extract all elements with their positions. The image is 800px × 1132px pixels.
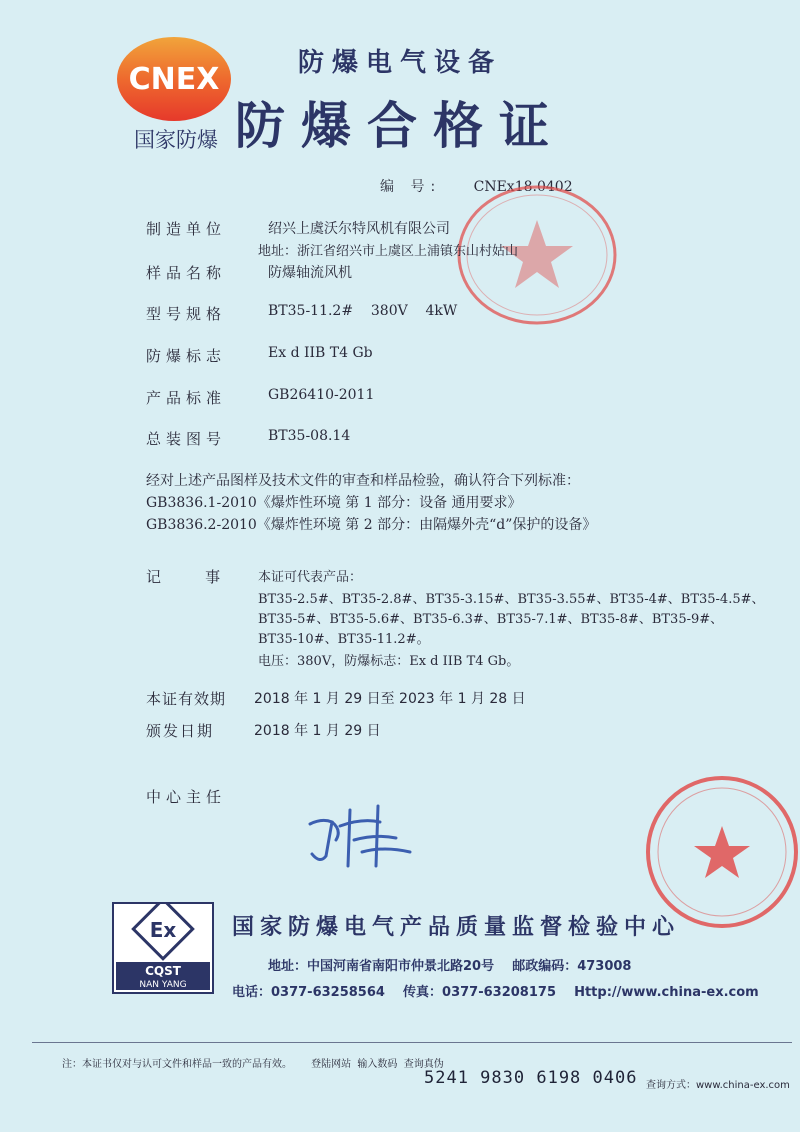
issue-value: 2018 年 1 月 29 日 — [254, 723, 381, 739]
product-label: 样品名称 — [146, 264, 227, 282]
compliance-intro: 经对上述产品图样及技术文件的审查和样品检验，确认符合下列标准： — [146, 473, 580, 489]
notes-line-5: 电压：380V，防爆标志：Ex d IIB T4 Gb。 — [258, 654, 520, 669]
notes-line-2: BT35-2.5#、BT35-2.8#、BT35-3.15#、BT35-3.55#、BT35-4#、BT35-4.5#、 — [258, 592, 765, 607]
cert-number — [380, 176, 573, 196]
cqst-logo-cqst: CQST — [145, 964, 181, 978]
issue-label: 颁发日期 — [146, 722, 215, 740]
notes-line-4: BT35-10#、BT35-11.2#。 — [258, 632, 430, 647]
valid-label: 本证有效期 — [146, 690, 227, 708]
cqst-logo-ex: Ex — [149, 918, 177, 942]
exmark-label: 防爆标志 — [146, 347, 227, 365]
model-value: BT35-11.2# 380V 4kW — [268, 303, 458, 319]
notes-label: 记 事 — [146, 568, 226, 586]
notes-line-1: 本证可代表产品： — [258, 570, 363, 585]
exmark-value: Ex d IIB T4 Gb — [268, 345, 373, 361]
standard-label: 产品标准 — [146, 389, 227, 407]
drawing-value: BT35-08.14 — [268, 428, 351, 444]
compliance-line-2: GB3836.2-2010《爆炸性环境 第 2 部分：由隔爆外壳“d”保护的设备》 — [146, 517, 597, 533]
page-subtitle: 防爆电气设备 — [297, 48, 502, 78]
signature-icon — [292, 796, 422, 876]
product-value: 防爆轴流风机 — [268, 265, 352, 281]
compliance-line-1: GB3836.1-2010《爆炸性环境 第 1 部分：设备 通用要求》 — [146, 495, 522, 511]
query-method: 查询方式：www.china-ex.com — [646, 1080, 790, 1091]
standard-value: GB26410-2011 — [268, 387, 375, 403]
cqst-logo — [112, 902, 214, 994]
footer-address: 地址：中国河南省南阳市仲景北路20号 邮政编码：473008 — [268, 959, 632, 974]
drawing-label: 总装图号 — [146, 430, 227, 448]
notes-line-3: BT35-5#、BT35-5.6#、BT35-6.3#、BT35-7.1#、BT35-8#、BT35-9#、 — [258, 612, 724, 627]
model-label: 型号规格 — [146, 305, 227, 323]
center-seal-icon — [640, 770, 800, 930]
logo-caption: 国家防爆 — [134, 128, 218, 152]
cert-number-value: CNEx18.0402 — [473, 179, 573, 195]
valid-value: 2018 年 1 月 29 日至 2023 年 1 月 28 日 — [254, 691, 526, 707]
logo-text: CNEX — [128, 62, 220, 97]
footnote: 注：本证书仅对与认可文件和样品一致的产品有效。 登陆网站 输入数码 查询真伪 — [62, 1059, 444, 1070]
divider — [32, 1042, 792, 1043]
director-label: 中心主任 — [146, 788, 227, 806]
cert-number-label: 编 号: — [380, 179, 442, 195]
footer-contact: 电话：0377-63258564 传真：0377-63208175 Http://www.china-ex.com — [232, 985, 759, 1000]
cqst-logo-city: NAN YANG — [139, 980, 187, 990]
footer-org: 国家防爆电气产品质量监督检验中心 — [232, 915, 681, 940]
verification-code: 5241 9830 6198 0406 — [424, 1068, 638, 1088]
manufacturer-label: 制造单位 — [146, 220, 227, 238]
page-title: 防爆合格证 — [235, 97, 565, 155]
address-value: 地址：浙江省绍兴市上虞区上浦镇东山村姑山 — [258, 244, 519, 259]
manufacturer-value: 绍兴上虞沃尔特风机有限公司 — [268, 221, 450, 237]
